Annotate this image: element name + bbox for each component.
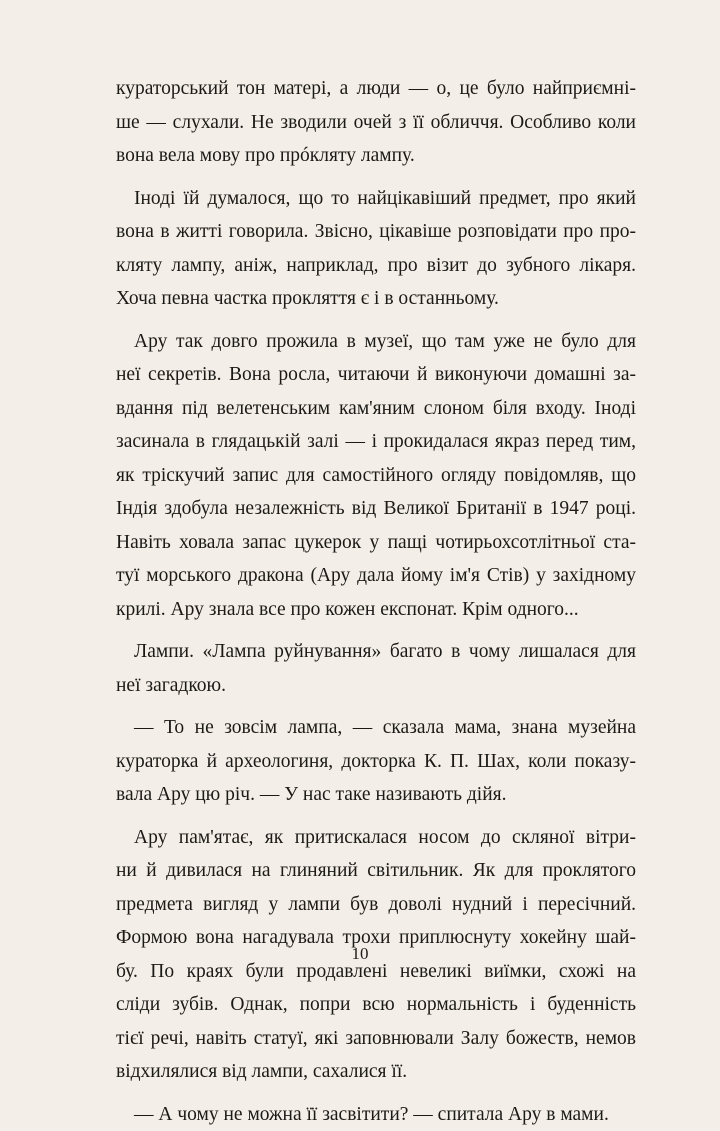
text-line: — То не зовсім лампа, — сказала мама, знана музейна — [116, 711, 636, 745]
text-line: Ару пам'ятає, як притискалася носом до скляної вітри- — [116, 821, 636, 855]
paragraph — [116, 1098, 636, 1131]
text-line: ни й дивилася на глиняний світильник. Як для проклятого — [116, 854, 636, 888]
text-line: як тріскучий запис для самостійного огляду повідомляв, що — [116, 459, 636, 493]
text-line: сліди зубів. Однак, попри всю нормальність і буденність — [116, 988, 636, 1022]
paragraph — [116, 72, 636, 173]
text-line: крилі. Ару знала все про кожен експонат. Крім одного... — [116, 593, 636, 627]
text-line: вона в житті говорила. Звісно, цікавіше розповідати про про- — [116, 215, 636, 249]
text-line: неї загадкою. — [116, 669, 636, 703]
body-text — [116, 72, 636, 1131]
text-line: ше — слухали. Не зводили очей з її обличчя. Особливо коли — [116, 106, 636, 140]
text-line: вала Ару цю річ. — У нас таке називають дійя. — [116, 778, 636, 812]
text-line: кляту лампу, аніж, наприклад, про візит до зубного лікаря. — [116, 249, 636, 283]
text-line: кураторський тон матері, а люди — о, це було найприємні- — [116, 72, 636, 106]
paragraph — [116, 325, 636, 627]
text-line: Навіть ховала запас цукерок у пащі чотирьохсотлітньої ста- — [116, 526, 636, 560]
text-line: Іноді їй думалося, що то найцікавіший предмет, про який — [116, 182, 636, 216]
paragraph — [116, 711, 636, 812]
text-line: засинала в глядацькій залі — і прокидалася якраз перед тим, — [116, 425, 636, 459]
text-line: — А чому не можна її засвітити? — спитала Ару в мами. — [116, 1098, 636, 1131]
page-number: 10 — [0, 944, 720, 964]
text-line: відхилялися від лампи, сахалися її. — [116, 1055, 636, 1089]
text-line: вона вела мову про прóкляту лампу. — [116, 139, 636, 173]
paragraph — [116, 182, 636, 316]
text-line: Хоча певна частка прокляття є і в останньому. — [116, 282, 636, 316]
text-line: кураторка й археологиня, докторка К. П. Шах, коли показу- — [116, 745, 636, 779]
text-line: тієї речі, навіть статуї, які заповнювали Залу божеств, немов — [116, 1022, 636, 1056]
text-line: Лампи. «Лампа руйнування» багато в чому лишалася для — [116, 635, 636, 669]
text-line: вдання під велетенським кам'яним слоном біля входу. Іноді — [116, 392, 636, 426]
text-line: предмета вигляд у лампи був доволі нудний і пересічний. — [116, 888, 636, 922]
text-line: неї секретів. Вона росла, читаючи й виконуючи домашні за- — [116, 358, 636, 392]
text-line: Індія здобула незалежність від Великої Британії в 1947 році. — [116, 492, 636, 526]
text-line: Ару так довго прожила в музеї, що там уже не було для — [116, 325, 636, 359]
paragraph — [116, 635, 636, 702]
text-line: туї морського дракона (Ару дала йому ім'я Стів) у західному — [116, 559, 636, 593]
text-line: бу. По краях були продавлені невеликі виїмки, схожі на — [116, 955, 636, 989]
text-line: Формою вона нагадувала трохи приплюснуту хокейну шай- — [116, 921, 636, 955]
